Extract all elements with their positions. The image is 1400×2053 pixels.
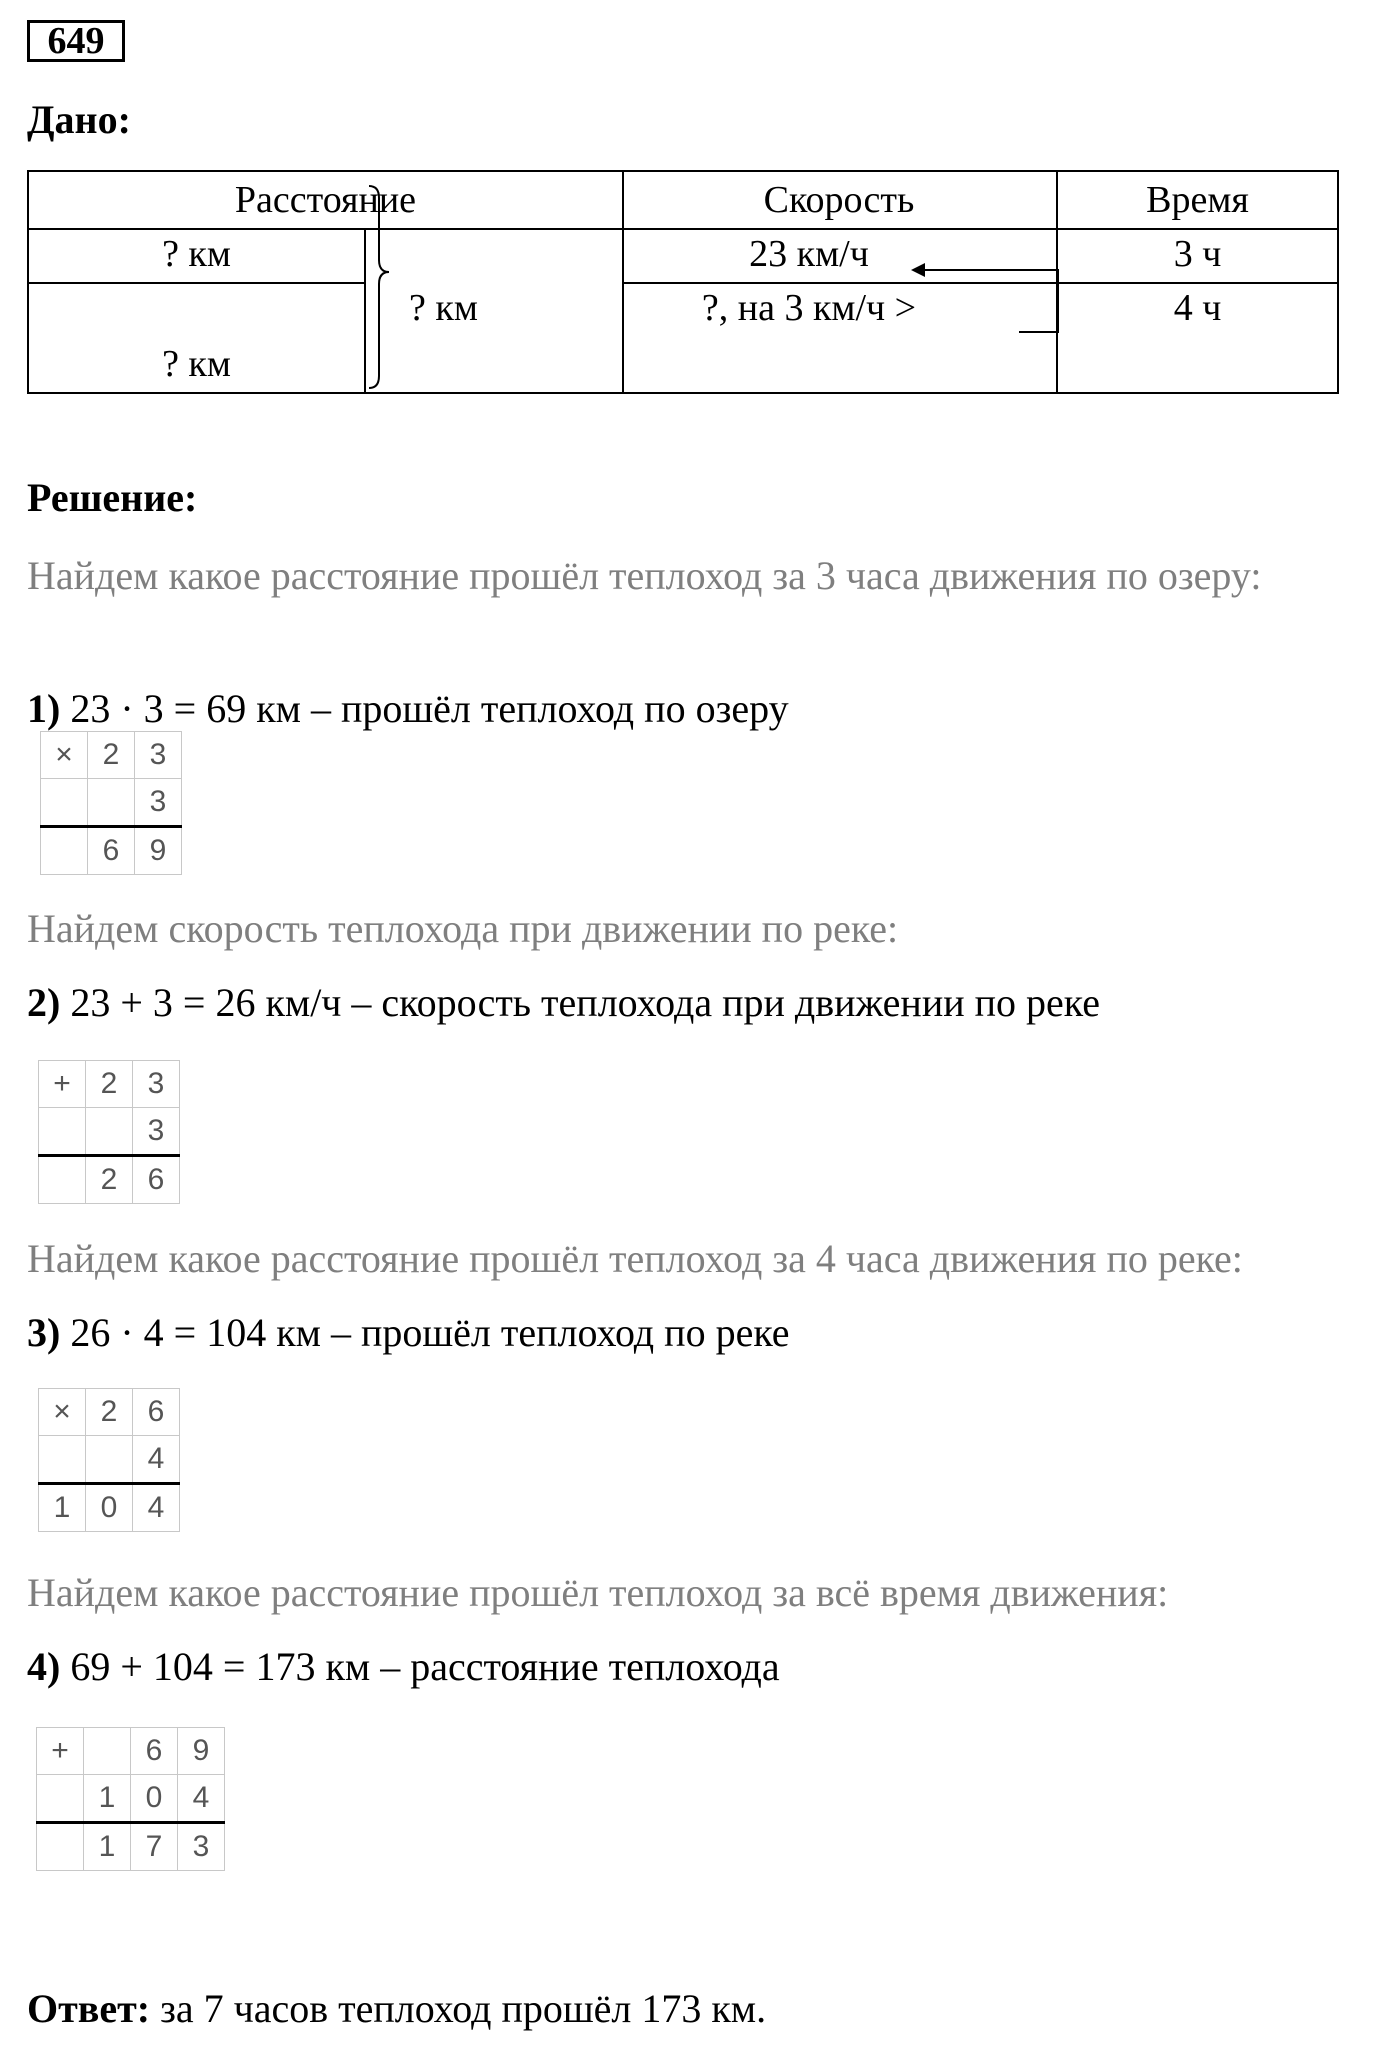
- header-distance: Расстояние: [234, 179, 417, 221]
- calc-cell: 3: [133, 1108, 180, 1156]
- step-3-number: 3): [27, 1310, 61, 1355]
- calc-cell: 9: [178, 1728, 225, 1775]
- step-3: [27, 1306, 790, 1360]
- calc-cell: 7: [131, 1823, 178, 1871]
- calc-cell: 3: [178, 1823, 225, 1871]
- calc-cell: 4: [178, 1775, 225, 1823]
- calc-cell: [37, 1823, 84, 1871]
- calc-cell: [88, 779, 135, 827]
- calc-cell: 1: [39, 1484, 86, 1532]
- calc-cell: 1: [84, 1775, 131, 1823]
- calc-cell: [84, 1728, 131, 1775]
- distance-lake: ? км: [162, 233, 231, 275]
- step-2: [27, 976, 1100, 1030]
- calc-cell: ×: [39, 1389, 86, 1436]
- calc-cell: 0: [131, 1775, 178, 1823]
- step-2-note: Найдем скорость теплохода при движении по реке:: [27, 906, 899, 951]
- step-4-number: 4): [27, 1644, 61, 1689]
- calc-cell: [41, 827, 88, 875]
- calc-cell: 2: [86, 1061, 133, 1108]
- calc-cell: [39, 1436, 86, 1484]
- step-3-note: Найдем какое расстояние прошёл теплоход за 4 часа движения по реке:: [27, 1236, 1243, 1281]
- calc-3: [38, 1388, 180, 1532]
- calc-cell: 6: [131, 1728, 178, 1775]
- calc-cell: +: [37, 1728, 84, 1775]
- calc-cell: 6: [133, 1389, 180, 1436]
- calc-cell: 1: [84, 1823, 131, 1871]
- calc-cell: 2: [88, 732, 135, 779]
- calc-cell: 4: [133, 1436, 180, 1484]
- brace-icon: [365, 182, 405, 392]
- calc-4: [36, 1727, 225, 1871]
- speed-river: ?, на 3 км/ч >: [701, 287, 917, 329]
- step-4: [27, 1640, 780, 1694]
- step-2-number: 2): [27, 980, 61, 1025]
- calc-cell: 3: [135, 732, 182, 779]
- arrow-icon: [899, 242, 1059, 352]
- given-table: [27, 170, 1339, 394]
- calc-cell: [39, 1108, 86, 1156]
- speed-lake: 23 км/ч: [749, 233, 869, 275]
- calc-cell: [86, 1108, 133, 1156]
- calc-1: [40, 731, 182, 875]
- calc-cell: [39, 1156, 86, 1204]
- calc-cell: [86, 1436, 133, 1484]
- calc-cell: 3: [135, 779, 182, 827]
- calc-cell: 6: [133, 1156, 180, 1204]
- calc-cell: 2: [86, 1389, 133, 1436]
- calc-cell: [37, 1775, 84, 1823]
- calc-cell: [41, 779, 88, 827]
- calc-cell: 6: [88, 827, 135, 875]
- calc-cell: 4: [133, 1484, 180, 1532]
- step-2-text: 23 + 3 = 26 км/ч – скорость теплохода при движении по реке: [70, 980, 1100, 1025]
- answer: [27, 1982, 766, 2036]
- calc-cell: 9: [135, 827, 182, 875]
- calc-cell: +: [39, 1061, 86, 1108]
- step-4-text: 69 + 104 = 173 км – расстояние теплохода: [70, 1644, 780, 1689]
- distance-river: ? км: [162, 343, 231, 385]
- answer-text: за 7 часов теплоход прошёл 173 км.: [160, 1986, 767, 2031]
- calc-cell: 3: [133, 1061, 180, 1108]
- answer-label: Ответ:: [27, 1986, 151, 2031]
- calc-cell: ×: [41, 732, 88, 779]
- time-river: 4 ч: [1173, 287, 1222, 329]
- calc-2: [38, 1060, 180, 1204]
- calc-cell: 2: [86, 1156, 133, 1204]
- solution-label: Решение:: [27, 475, 198, 520]
- time-lake: 3 ч: [1173, 233, 1222, 275]
- total-distance: ? км: [409, 287, 478, 329]
- step-1: [27, 682, 789, 736]
- step-3-text: 26 · 4 = 104 км – прошёл теплоход по реке: [70, 1310, 790, 1355]
- step-1-text: 23 · 3 = 69 км – прошёл теплоход по озеру: [70, 686, 789, 731]
- calc-cell: 0: [86, 1484, 133, 1532]
- step-1-number: 1): [27, 686, 61, 731]
- header-time: Время: [1146, 179, 1249, 221]
- header-speed: Скорость: [763, 179, 915, 221]
- given-label: Дано:: [27, 97, 131, 142]
- task-number: 649: [27, 20, 125, 62]
- step-4-note: Найдем какое расстояние прошёл теплоход за всё время движения:: [27, 1570, 1169, 1615]
- step-1-note: Найдем какое расстояние прошёл теплоход за 3 часа движения по озеру:: [27, 553, 1262, 598]
